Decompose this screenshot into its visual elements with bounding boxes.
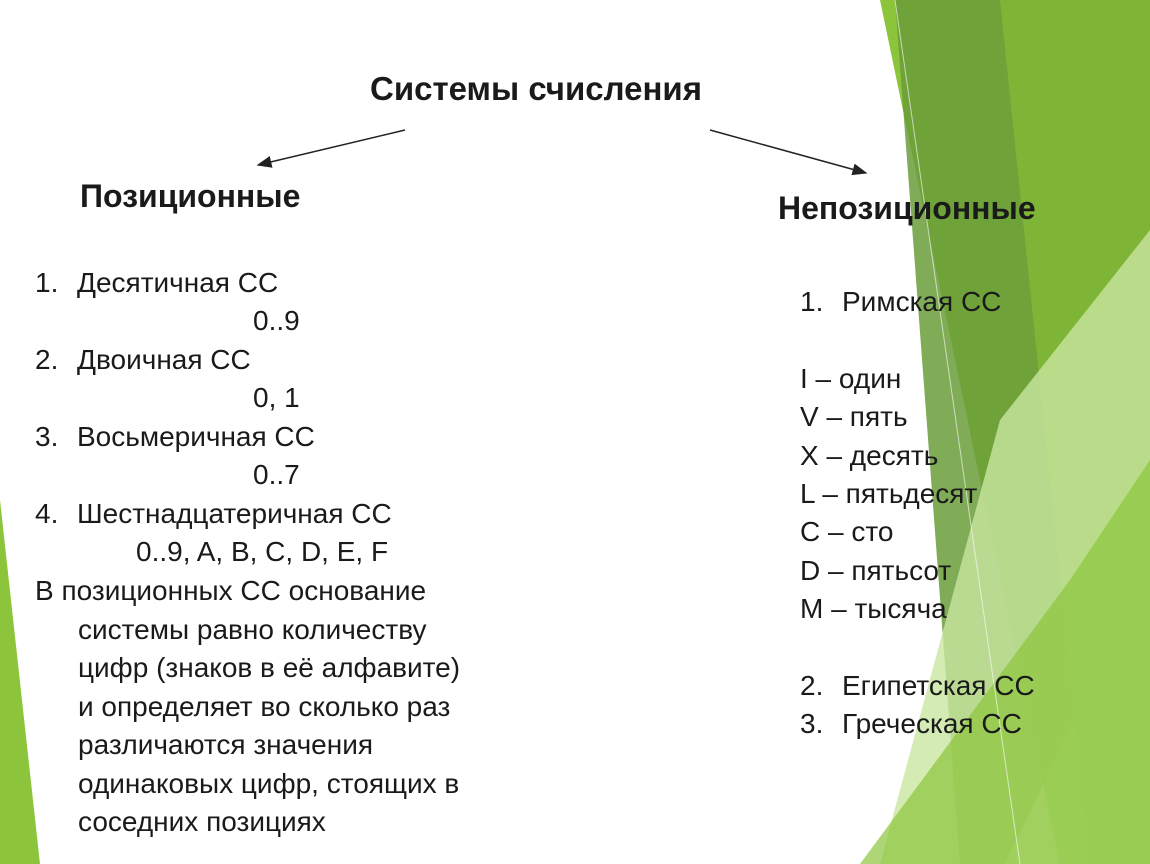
roman-numeral: V – пять [800, 401, 908, 432]
roman-numeral: X – десять [800, 440, 939, 471]
list-item: 3. Греческая СС [800, 708, 1022, 739]
nonpositional-heading: Непозиционные [778, 190, 1036, 226]
digits-text: 0..7 [253, 459, 300, 490]
digits-text: 0..9, A, B, C, D, E, F [136, 536, 389, 567]
list-item: 2. Египетская СС [800, 670, 1035, 701]
roman-numeral: L – пятьдесят [800, 478, 978, 509]
roman-numeral: D – пятьсот [800, 555, 952, 586]
digits-text: 0..9 [253, 305, 300, 336]
arrow-right [710, 130, 866, 173]
list-item: 2. Двоичная СС [35, 344, 251, 375]
positional-description: В позиционных СС основание системы равно количеству цифр (знаков в её алфавите) и определяет во сколько раз различаются значения одинаковых цифр, стоящих в соседних позициях [35, 575, 461, 837]
digits-text: 0, 1 [253, 382, 300, 413]
positional-heading: Позиционные [80, 178, 301, 214]
list-item: 1. Римская СС [800, 286, 1002, 317]
slide-title: Системы счисления [370, 70, 702, 107]
roman-numeral: M – тысяча [800, 593, 947, 624]
list-item: 3. Восьмеричная СС [35, 421, 315, 452]
roman-numeral: C – сто [800, 516, 894, 547]
roman-numeral: I – один [800, 363, 902, 394]
list-item: 1. Десятичная СС [35, 267, 279, 298]
arrow-left [258, 130, 405, 165]
list-item: 4. Шестнадцатеричная СС [35, 498, 392, 529]
